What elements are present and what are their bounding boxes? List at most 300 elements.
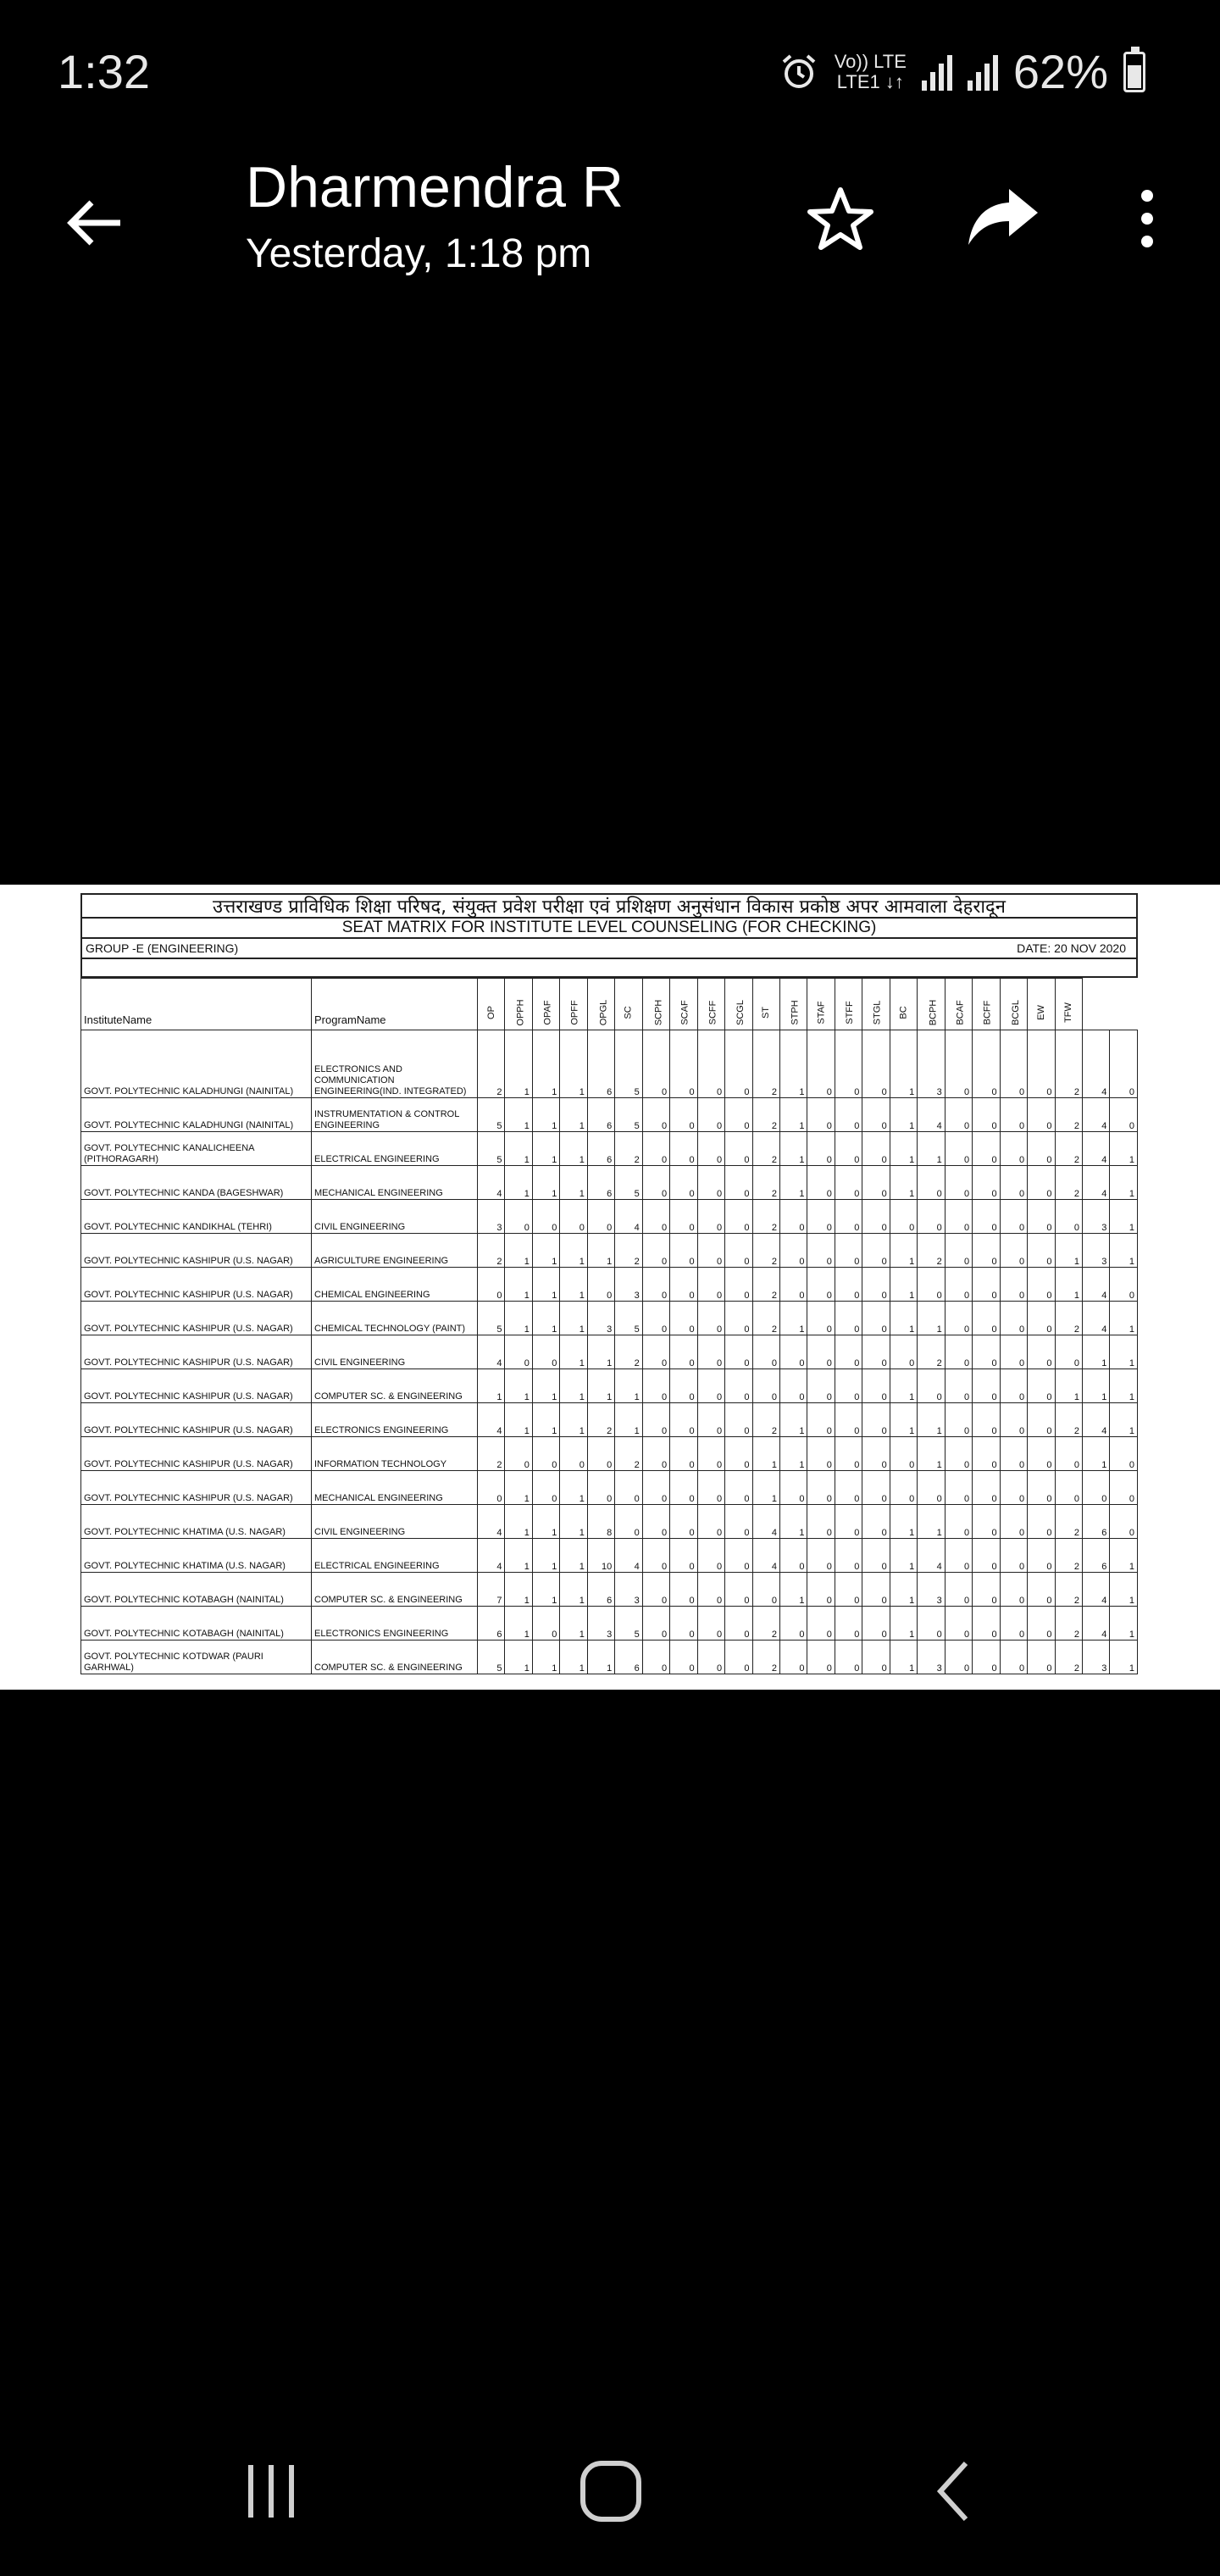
seat-count-cell: 0 xyxy=(670,1403,697,1437)
seat-count-cell: 0 xyxy=(752,1369,779,1403)
seat-count-cell: 0 xyxy=(807,1335,835,1369)
column-header-label: SCPH xyxy=(653,999,663,1026)
seat-count-cell: 4 xyxy=(1082,1166,1109,1200)
seat-count-cell: 0 xyxy=(725,1098,752,1132)
column-header-label: BCPH xyxy=(928,999,939,1026)
seat-count-cell: 2 xyxy=(1055,1641,1082,1674)
seat-count-cell: 1 xyxy=(752,1471,779,1505)
institute-name-cell: GOVT. POLYTECHNIC KANDIKHAL (TEHRI) xyxy=(81,1200,312,1234)
seat-count-cell: 0 xyxy=(725,1132,752,1166)
seat-count-cell: 1 xyxy=(1110,1641,1138,1674)
seat-count-cell: 1 xyxy=(890,1302,917,1335)
seat-count-cell: 0 xyxy=(532,1471,559,1505)
seat-count-cell: 0 xyxy=(752,1335,779,1369)
seat-count-cell: 0 xyxy=(1028,1200,1055,1234)
seat-count-cell: 4 xyxy=(1082,1302,1109,1335)
seat-count-cell: 0 xyxy=(725,1335,752,1369)
seat-count-cell: 5 xyxy=(615,1302,642,1335)
seat-count-cell: 0 xyxy=(642,1573,669,1607)
column-header: InstituteName xyxy=(81,979,312,1030)
seat-count-cell: 2 xyxy=(1055,1607,1082,1641)
seat-count-cell: 0 xyxy=(697,1302,724,1335)
seat-count-cell: 0 xyxy=(779,1471,807,1505)
seat-count-cell: 1 xyxy=(779,1030,807,1098)
seat-count-cell: 1 xyxy=(890,1539,917,1573)
sender-name: Dharmendra R xyxy=(246,155,624,219)
column-header-label: STFF xyxy=(844,1001,855,1024)
seat-count-cell: 0 xyxy=(945,1539,972,1573)
seat-count-cell: 1 xyxy=(1110,1302,1138,1335)
seat-count-cell: 1 xyxy=(560,1335,587,1369)
program-name-cell: ELECTRICAL ENGINEERING xyxy=(312,1539,478,1573)
seat-count-cell: 0 xyxy=(1000,1166,1027,1200)
seat-count-cell: 4 xyxy=(1082,1098,1109,1132)
seat-count-cell: 0 xyxy=(725,1437,752,1471)
seat-count-cell: 0 xyxy=(642,1166,669,1200)
seat-count-cell: 1 xyxy=(890,1505,917,1539)
seat-count-cell: 1 xyxy=(1055,1268,1082,1302)
seat-count-cell: 1 xyxy=(918,1403,945,1437)
institute-name-cell: GOVT. POLYTECHNIC KASHIPUR (U.S. NAGAR) xyxy=(81,1268,312,1302)
lte-label: LTE1 ↓↑ xyxy=(836,70,904,92)
seat-count-cell: 4 xyxy=(918,1098,945,1132)
seat-count-cell: 0 xyxy=(862,1403,890,1437)
seat-count-cell: 2 xyxy=(615,1234,642,1268)
seat-count-cell: 0 xyxy=(807,1132,835,1166)
seat-count-cell: 1 xyxy=(890,1268,917,1302)
seat-count-cell: 2 xyxy=(752,1200,779,1234)
institute-name-cell: GOVT. POLYTECHNIC KASHIPUR (U.S. NAGAR) xyxy=(81,1302,312,1335)
seat-count-cell: 1 xyxy=(1055,1234,1082,1268)
seat-count-cell: 0 xyxy=(642,1132,669,1166)
seat-count-cell: 0 xyxy=(1055,1335,1082,1369)
seat-count-cell: 6 xyxy=(587,1098,614,1132)
seat-count-cell: 1 xyxy=(1110,1607,1138,1641)
seat-count-cell: 0 xyxy=(835,1607,862,1641)
home-button[interactable] xyxy=(564,2440,657,2542)
seat-count-cell: 0 xyxy=(725,1268,752,1302)
seat-count-cell: 0 xyxy=(973,1607,1000,1641)
seat-count-cell: 0 xyxy=(973,1234,1000,1268)
seat-count-cell: 1 xyxy=(532,1268,559,1302)
seat-count-cell: 0 xyxy=(835,1098,862,1132)
column-header xyxy=(532,979,559,1030)
seat-count-cell: 1 xyxy=(532,1403,559,1437)
seat-count-cell: 1 xyxy=(505,1471,532,1505)
seat-count-cell: 2 xyxy=(1055,1539,1082,1573)
institute-name-cell: GOVT. POLYTECHNIC KALADHUNGI (NAINITAL) xyxy=(81,1030,312,1098)
seat-count-cell: 0 xyxy=(807,1437,835,1471)
seat-count-cell: 0 xyxy=(587,1200,614,1234)
seat-count-cell: 1 xyxy=(890,1030,917,1098)
seat-count-cell: 0 xyxy=(973,1268,1000,1302)
table-row xyxy=(81,1369,1138,1403)
seat-count-cell: 0 xyxy=(973,1471,1000,1505)
seat-count-cell: 6 xyxy=(587,1166,614,1200)
seat-count-cell: 0 xyxy=(1000,1030,1027,1098)
seat-count-cell: 0 xyxy=(807,1030,835,1098)
signal-icon-2 xyxy=(968,53,998,91)
seat-count-cell: 0 xyxy=(670,1437,697,1471)
forward-icon xyxy=(967,189,1040,248)
seat-count-cell: 0 xyxy=(532,1335,559,1369)
seat-count-cell: 1 xyxy=(560,1573,587,1607)
seat-count-cell: 0 xyxy=(642,1471,669,1505)
seat-count-cell: 0 xyxy=(560,1437,587,1471)
seat-count-cell: 6 xyxy=(587,1573,614,1607)
seat-count-cell: 2 xyxy=(752,1302,779,1335)
seat-count-cell: 0 xyxy=(615,1505,642,1539)
program-name-cell: CIVIL ENGINEERING xyxy=(312,1505,478,1539)
seat-count-cell: 6 xyxy=(1082,1539,1109,1573)
status-bar xyxy=(0,0,1220,153)
seat-count-cell: 0 xyxy=(973,1437,1000,1471)
seat-count-cell: 0 xyxy=(697,1234,724,1268)
seat-count-cell: 1 xyxy=(505,1403,532,1437)
seat-count-cell: 0 xyxy=(1028,1369,1055,1403)
seat-count-cell: 0 xyxy=(835,1641,862,1674)
seat-count-cell: 0 xyxy=(587,1268,614,1302)
seat-count-cell: 1 xyxy=(532,1234,559,1268)
seat-count-cell: 1 xyxy=(532,1098,559,1132)
seat-count-cell: 2 xyxy=(918,1234,945,1268)
seat-count-cell: 0 xyxy=(945,1471,972,1505)
table-row xyxy=(81,1200,1138,1234)
seat-count-cell: 0 xyxy=(725,1539,752,1573)
seat-count-cell: 1 xyxy=(1082,1335,1109,1369)
seat-count-cell: 4 xyxy=(918,1539,945,1573)
seat-count-cell: 2 xyxy=(752,1166,779,1200)
seat-count-cell: 2 xyxy=(752,1030,779,1098)
column-header xyxy=(642,979,669,1030)
seat-count-cell: 0 xyxy=(1028,1607,1055,1641)
seat-count-cell: 1 xyxy=(890,1573,917,1607)
clock: 1:32 xyxy=(58,45,150,98)
seat-count-cell: 1 xyxy=(615,1403,642,1437)
institute-name-cell: GOVT. POLYTECHNIC KASHIPUR (U.S. NAGAR) xyxy=(81,1335,312,1369)
seat-count-cell: 0 xyxy=(670,1200,697,1234)
seat-count-cell: 1 xyxy=(890,1166,917,1200)
seat-count-cell: 0 xyxy=(1000,1302,1027,1335)
seat-count-cell: 1 xyxy=(587,1335,614,1369)
star-button[interactable] xyxy=(800,178,881,259)
table-row xyxy=(81,1268,1138,1302)
seat-count-cell: 0 xyxy=(945,1132,972,1166)
program-name-cell: MECHANICAL ENGINEERING xyxy=(312,1166,478,1200)
seat-count-cell: 4 xyxy=(1082,1132,1109,1166)
seat-count-cell: 1 xyxy=(918,1505,945,1539)
seat-count-cell: 4 xyxy=(1082,1268,1109,1302)
seat-count-cell: 0 xyxy=(1000,1132,1027,1166)
seat-count-cell: 0 xyxy=(835,1369,862,1403)
table-row xyxy=(81,1098,1138,1132)
seat-count-cell: 3 xyxy=(587,1302,614,1335)
seat-count-cell: 3 xyxy=(1082,1234,1109,1268)
seat-count-cell: 0 xyxy=(807,1573,835,1607)
seat-count-cell: 0 xyxy=(945,1166,972,1200)
seat-count-cell: 0 xyxy=(890,1335,917,1369)
seat-count-cell: 0 xyxy=(973,1369,1000,1403)
seat-count-cell: 0 xyxy=(862,1471,890,1505)
seat-count-cell: 0 xyxy=(807,1471,835,1505)
seat-count-cell: 0 xyxy=(725,1607,752,1641)
seat-count-cell: 1 xyxy=(587,1369,614,1403)
seat-count-cell: 0 xyxy=(779,1539,807,1573)
column-header xyxy=(945,979,972,1030)
seat-count-cell: 2 xyxy=(1055,1030,1082,1098)
seat-count-cell: 0 xyxy=(835,1200,862,1234)
seat-count-cell: 0 xyxy=(862,1200,890,1234)
seat-count-cell: 0 xyxy=(862,1539,890,1573)
program-name-cell: ELECTRONICS AND COMMUNICATION ENGINEERING(IND. INTEGRATED) xyxy=(312,1030,478,1098)
arrow-left-icon xyxy=(66,197,125,248)
institute-name-cell: GOVT. POLYTECHNIC KASHIPUR (U.S. NAGAR) xyxy=(81,1369,312,1403)
seat-count-cell: 0 xyxy=(1055,1437,1082,1471)
seat-count-cell: 0 xyxy=(945,1641,972,1674)
seat-count-cell: 0 xyxy=(835,1539,862,1573)
seat-count-cell: 0 xyxy=(532,1607,559,1641)
recent-apps-button[interactable] xyxy=(225,2440,318,2542)
seat-count-cell: 2 xyxy=(752,1098,779,1132)
seat-count-cell: 0 xyxy=(670,1098,697,1132)
column-header xyxy=(478,979,505,1030)
column-header xyxy=(725,979,752,1030)
seat-count-cell: 0 xyxy=(1000,1471,1027,1505)
seat-count-cell: 4 xyxy=(1082,1403,1109,1437)
column-header-label: BCFF xyxy=(982,1000,993,1025)
seat-count-cell: 0 xyxy=(1055,1200,1082,1234)
seat-count-cell: 2 xyxy=(752,1607,779,1641)
more-options-button[interactable] xyxy=(1106,178,1188,259)
seat-count-cell: 0 xyxy=(1028,1030,1055,1098)
seat-count-cell: 0 xyxy=(945,1335,972,1369)
seat-count-cell: 0 xyxy=(1000,1098,1027,1132)
seat-count-cell: 4 xyxy=(615,1539,642,1573)
column-header-label: STPH xyxy=(790,1000,801,1025)
seat-count-cell: 0 xyxy=(642,1437,669,1471)
seat-count-cell: 0 xyxy=(835,1166,862,1200)
column-header-label: OPFF xyxy=(570,1000,581,1025)
seat-count-cell: 0 xyxy=(697,1539,724,1573)
column-header-label: SCGL xyxy=(735,1000,746,1025)
column-header xyxy=(918,979,945,1030)
seat-count-cell: 0 xyxy=(587,1437,614,1471)
table-row xyxy=(81,1403,1138,1437)
seat-count-cell: 0 xyxy=(807,1641,835,1674)
program-name-cell: CIVIL ENGINEERING xyxy=(312,1200,478,1234)
seat-count-cell: 0 xyxy=(1028,1166,1055,1200)
seat-count-cell: 0 xyxy=(945,1573,972,1607)
seat-count-cell: 0 xyxy=(1028,1403,1055,1437)
seat-count-cell: 2 xyxy=(752,1132,779,1166)
column-header xyxy=(752,979,779,1030)
seat-count-cell: 0 xyxy=(973,1132,1000,1166)
attachment-image[interactable] xyxy=(0,885,1220,1690)
share-button[interactable] xyxy=(962,178,1044,259)
institute-name-cell: GOVT. POLYTECHNIC KANDA (BAGESHWAR) xyxy=(81,1166,312,1200)
seat-count-cell: 1 xyxy=(779,1098,807,1132)
seat-count-cell: 0 xyxy=(862,1369,890,1403)
seat-count-cell: 0 xyxy=(670,1234,697,1268)
seat-count-cell: 1 xyxy=(890,1234,917,1268)
seat-count-cell: 0 xyxy=(835,1335,862,1369)
column-header xyxy=(560,979,587,1030)
seat-count-cell: 0 xyxy=(642,1607,669,1641)
seat-count-cell: 1 xyxy=(779,1166,807,1200)
column-header-label: SCAF xyxy=(679,1000,690,1025)
seat-count-cell: 0 xyxy=(862,1166,890,1200)
seat-count-cell: 1 xyxy=(1110,1335,1138,1369)
seat-count-cell: 0 xyxy=(642,1268,669,1302)
seat-count-cell: 0 xyxy=(835,1471,862,1505)
institute-name-cell: GOVT. POLYTECHNIC KOTABAGH (NAINITAL) xyxy=(81,1573,312,1607)
column-header-label: BCAF xyxy=(955,1000,966,1025)
seat-count-cell: 0 xyxy=(973,1030,1000,1098)
back-button[interactable] xyxy=(58,185,134,261)
seat-count-cell: 0 xyxy=(862,1437,890,1471)
seat-count-cell: 0 xyxy=(697,1268,724,1302)
volte-label: Vo)) LTE xyxy=(834,50,907,72)
seat-count-cell: 0 xyxy=(697,1573,724,1607)
seat-count-cell: 0 xyxy=(642,1030,669,1098)
seat-count-cell: 1 xyxy=(560,1607,587,1641)
seat-count-cell: 4 xyxy=(752,1539,779,1573)
seat-count-cell: 0 xyxy=(670,1607,697,1641)
seat-count-cell: 0 xyxy=(779,1335,807,1369)
table-row xyxy=(81,1166,1138,1200)
seat-count-cell: 0 xyxy=(697,1200,724,1234)
seat-count-cell: 0 xyxy=(973,1403,1000,1437)
seat-count-cell: 0 xyxy=(835,1030,862,1098)
seat-matrix-table xyxy=(80,978,1138,1674)
seat-count-cell: 0 xyxy=(918,1471,945,1505)
seat-count-cell: 1 xyxy=(779,1573,807,1607)
seat-count-cell: 0 xyxy=(1000,1505,1027,1539)
seat-count-cell: 1 xyxy=(505,1607,532,1641)
seat-count-cell: 0 xyxy=(1000,1403,1027,1437)
seat-count-cell: 0 xyxy=(945,1200,972,1234)
seat-count-cell: 1 xyxy=(505,1302,532,1335)
seat-count-cell: 1 xyxy=(560,1403,587,1437)
program-name-cell: CIVIL ENGINEERING xyxy=(312,1335,478,1369)
seat-count-cell: 0 xyxy=(862,1573,890,1607)
column-header xyxy=(587,979,614,1030)
seat-count-cell: 1 xyxy=(532,1369,559,1403)
seat-count-cell: 2 xyxy=(752,1403,779,1437)
navigation-bar xyxy=(0,2440,1220,2542)
seat-count-cell: 0 xyxy=(835,1573,862,1607)
seat-count-cell: 1 xyxy=(560,1505,587,1539)
seat-count-cell: 1 xyxy=(532,1030,559,1098)
seat-count-cell: 5 xyxy=(478,1302,505,1335)
column-header: ProgramName xyxy=(312,979,478,1030)
spacer-row xyxy=(80,959,1138,978)
document-title-hindi: उत्तराखण्ड प्राविधिक शिक्षा परिषद, संयुक्त प्रवेश परीक्षा एवं प्रशिक्षण अनुसंधान विकास प्रकोष्ठ अपर आमवाला देहरादून xyxy=(80,893,1138,919)
seat-count-cell: 1 xyxy=(890,1098,917,1132)
seat-count-cell: 0 xyxy=(835,1505,862,1539)
seat-count-cell: 0 xyxy=(1028,1641,1055,1674)
column-header xyxy=(1055,979,1082,1030)
seat-count-cell: 0 xyxy=(670,1539,697,1573)
program-name-cell: INFORMATION TECHNOLOGY xyxy=(312,1437,478,1471)
sent-time: Yesterday, 1:18 pm xyxy=(246,231,592,276)
seat-count-cell: 0 xyxy=(478,1471,505,1505)
seat-count-cell: 0 xyxy=(779,1268,807,1302)
seat-count-cell: 0 xyxy=(478,1268,505,1302)
table-row xyxy=(81,1234,1138,1268)
seat-count-cell: 2 xyxy=(1055,1302,1082,1335)
seat-count-cell: 0 xyxy=(862,1641,890,1674)
seat-count-cell: 0 xyxy=(697,1030,724,1098)
seat-count-cell: 3 xyxy=(918,1641,945,1674)
status-icons xyxy=(779,44,1145,99)
seat-count-cell: 0 xyxy=(752,1573,779,1607)
seat-count-cell: 5 xyxy=(615,1030,642,1098)
seat-count-cell: 0 xyxy=(670,1505,697,1539)
seat-count-cell: 0 xyxy=(670,1030,697,1098)
seat-count-cell: 0 xyxy=(587,1471,614,1505)
seat-count-cell: 0 xyxy=(670,1166,697,1200)
seat-count-cell: 0 xyxy=(670,1641,697,1674)
seat-count-cell: 10 xyxy=(587,1539,614,1573)
seat-count-cell: 1 xyxy=(532,1573,559,1607)
seat-count-cell: 3 xyxy=(1082,1200,1109,1234)
seat-count-cell: 0 xyxy=(1110,1268,1138,1302)
seat-count-cell: 0 xyxy=(697,1471,724,1505)
seat-count-cell: 0 xyxy=(862,1505,890,1539)
column-header-label: OPAF xyxy=(542,1000,553,1025)
seat-count-cell: 1 xyxy=(505,1166,532,1200)
seat-count-cell: 0 xyxy=(835,1403,862,1437)
seat-count-cell: 0 xyxy=(807,1369,835,1403)
seat-count-cell: 1 xyxy=(505,1573,532,1607)
seat-count-cell: 1 xyxy=(890,1132,917,1166)
seat-count-cell: 0 xyxy=(642,1234,669,1268)
seat-count-cell: 0 xyxy=(725,1302,752,1335)
home-icon xyxy=(580,2460,642,2523)
system-back-button[interactable] xyxy=(907,2440,1000,2542)
seat-count-cell: 0 xyxy=(945,1302,972,1335)
seat-count-cell: 1 xyxy=(560,1030,587,1098)
seat-count-cell: 1 xyxy=(890,1607,917,1641)
seat-count-cell: 6 xyxy=(478,1607,505,1641)
seat-count-cell: 0 xyxy=(945,1098,972,1132)
program-name-cell: ELECTRICAL ENGINEERING xyxy=(312,1132,478,1166)
seat-count-cell: 0 xyxy=(1000,1573,1027,1607)
column-header xyxy=(973,979,1000,1030)
column-header-label: ST xyxy=(761,1006,772,1019)
seat-count-cell: 0 xyxy=(779,1234,807,1268)
column-header xyxy=(835,979,862,1030)
column-header-label: BCGL xyxy=(1010,1000,1021,1025)
column-header-label: OPPH xyxy=(516,999,527,1026)
seat-count-cell: 0 xyxy=(890,1437,917,1471)
seat-count-cell: 1 xyxy=(752,1437,779,1471)
program-name-cell: COMPUTER SC. & ENGINEERING xyxy=(312,1641,478,1674)
seat-count-cell: 4 xyxy=(478,1539,505,1573)
seat-count-cell: 3 xyxy=(1082,1641,1109,1674)
seat-count-cell: 7 xyxy=(478,1573,505,1607)
seat-count-cell: 0 xyxy=(670,1302,697,1335)
table-row xyxy=(81,1607,1138,1641)
seat-count-cell: 2 xyxy=(478,1437,505,1471)
seat-count-cell: 3 xyxy=(587,1607,614,1641)
seat-count-cell: 3 xyxy=(918,1030,945,1098)
seat-count-cell: 1 xyxy=(587,1234,614,1268)
seat-count-cell: 0 xyxy=(1028,1098,1055,1132)
seat-count-cell: 0 xyxy=(862,1268,890,1302)
seat-count-cell: 1 xyxy=(1110,1403,1138,1437)
